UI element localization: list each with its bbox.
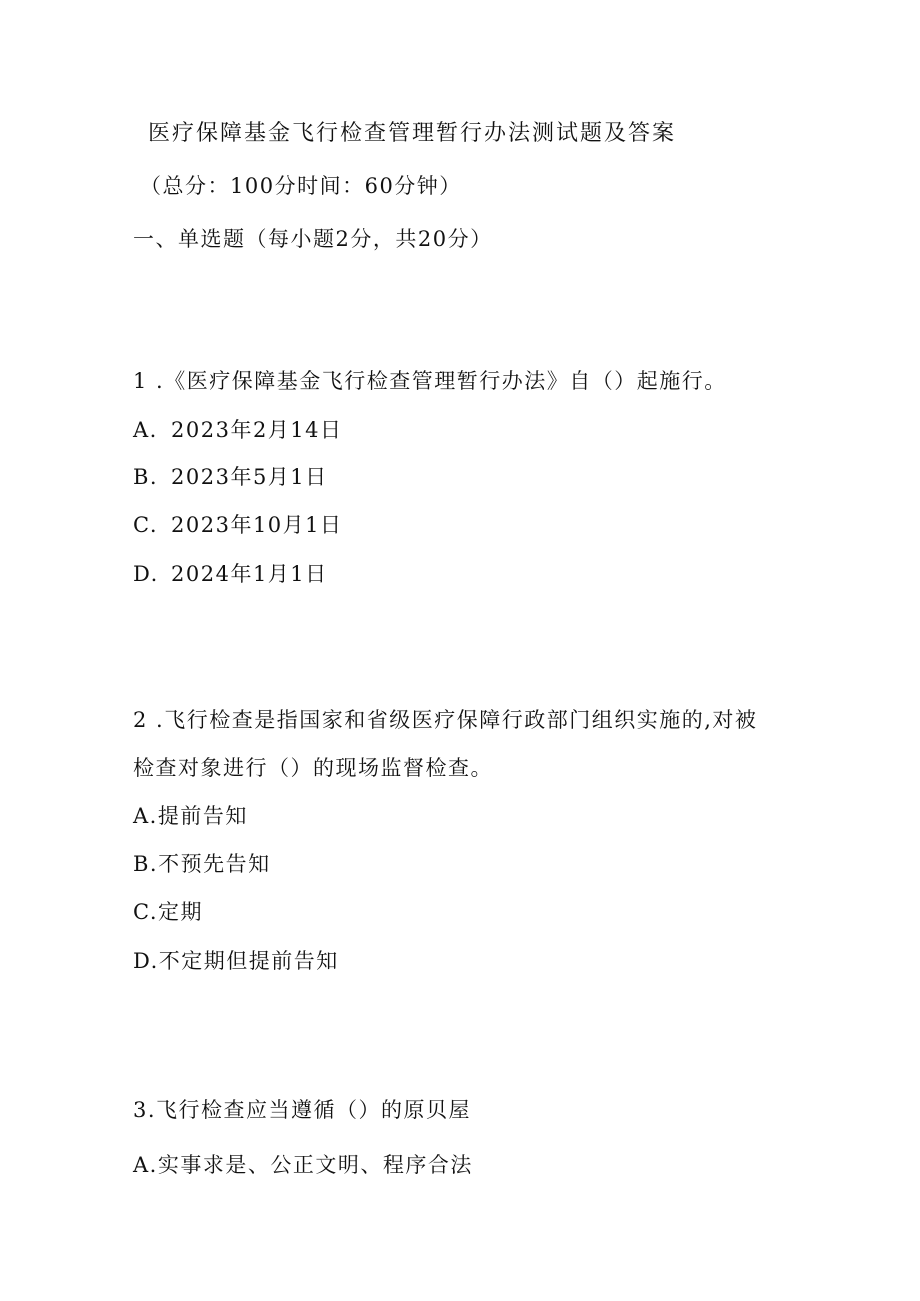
question-2-stem-line-2: 检查对象进行（）的现场监督检查。 (133, 756, 493, 780)
question-1-option-c (133, 511, 343, 539)
option-text: 2023年5月1日 (171, 465, 328, 489)
option-text: 2024年1月1日 (171, 562, 328, 586)
option-key: A. (133, 804, 158, 828)
option-text: 提前告知 (157, 804, 248, 828)
option-key: A. (133, 1153, 158, 1177)
option-key: B. (133, 465, 159, 489)
question-2-option-a (133, 802, 248, 830)
option-text: 2023年2月14日 (171, 418, 343, 442)
option-key: D. (133, 949, 159, 973)
question-1-option-b (133, 463, 328, 491)
option-key: B. (133, 852, 159, 876)
question-1-stem: 1 .《医疗保障基金飞行检查管理暂行办法》自（）起施行。 (133, 369, 727, 393)
question-2-stem-line-1: 2 .飞行检查是指国家和省级医疗保障行政部门组织实施的,对被 (133, 708, 758, 732)
question-3-stem: 3.飞行检查应当遵循（）的原贝屋 (133, 1098, 472, 1122)
option-text: 2023年10月1日 (171, 513, 343, 537)
option-key: C. (133, 513, 158, 537)
option-text: 不定期但提前告知 (158, 949, 339, 973)
option-text: 实事求是、公正文明、程序合法 (157, 1153, 473, 1177)
question-3-option-a (133, 1151, 473, 1179)
question-2-option-d (133, 947, 339, 975)
option-key: D. (133, 562, 159, 586)
question-1-option-a (133, 416, 343, 444)
question-2-option-b (133, 850, 271, 878)
option-key: C. (133, 900, 158, 924)
option-text: 定期 (158, 900, 203, 924)
document-title: 医疗保障基金飞行检查管理暂行办法测试题及答案 (148, 121, 677, 146)
section-heading: 一、单选题（每小题2分，共20分） (133, 227, 493, 251)
question-1-option-d (133, 560, 328, 588)
option-key: A. (133, 418, 158, 442)
option-text: 不预先告知 (158, 852, 271, 876)
document-subtitle: （总分：100分时间：60分钟） (140, 174, 462, 198)
question-2-option-c (133, 898, 203, 926)
